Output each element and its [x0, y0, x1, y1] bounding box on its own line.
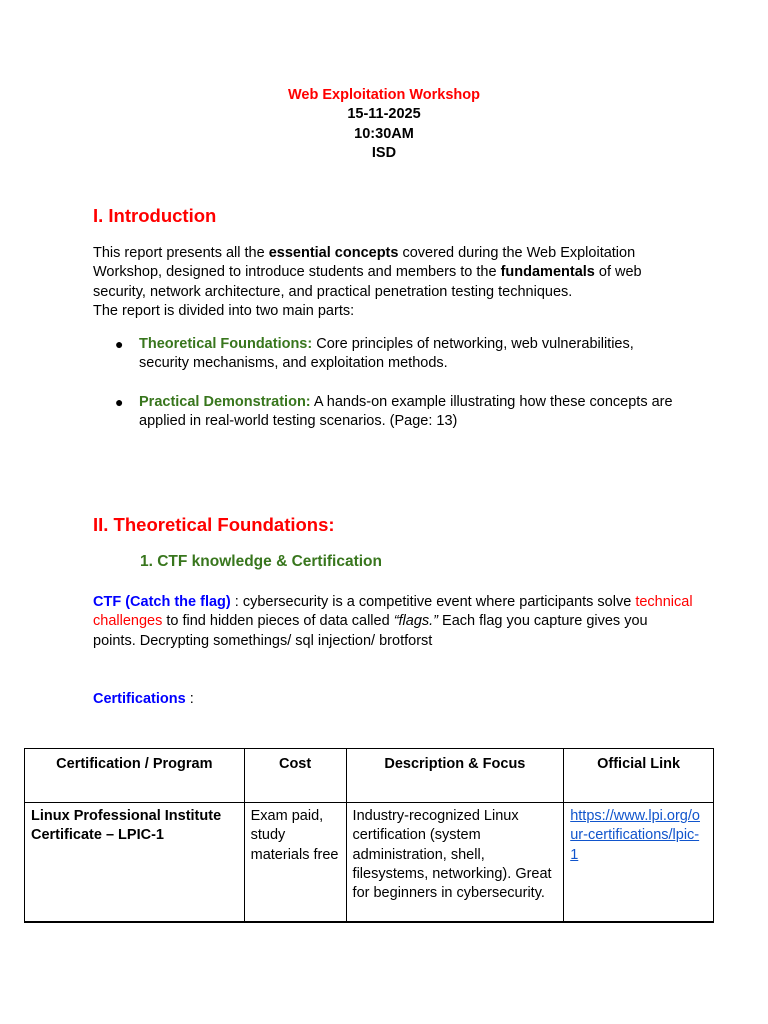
workshop-title: Web Exploitation Workshop	[288, 87, 480, 103]
official-link[interactable]: https://www.lpi.org/our-certifications/lpic-1	[570, 808, 700, 863]
bullet-label: Theoretical Foundations:	[139, 336, 313, 352]
intro-bold-fundamentals: fundamentals	[500, 264, 595, 281]
bullet-dot-icon: ●	[115, 394, 124, 410]
intro-paragraph	[93, 244, 693, 321]
ctf-paragraph	[93, 593, 693, 651]
table-row	[25, 803, 714, 923]
workshop-date: 15-11-2025	[347, 106, 421, 123]
ctf-text: Each flag you capture gives you points. Decrypting somethings/ sql injection/ brotforst	[93, 613, 648, 649]
ctf-subheading: 1. CTF knowledge & Certification	[140, 553, 382, 570]
intro-bold-essential: essential concepts	[268, 245, 399, 261]
bullet-item-theory	[115, 335, 685, 374]
cost-cell: Exam paid, study materials free	[244, 803, 346, 923]
column-header: Certification / Program	[25, 749, 245, 803]
workshop-time: 10:30AM	[354, 125, 414, 142]
bullet-label: Practical Demonstration:	[139, 394, 311, 410]
description-cell: Industry-recognized Linux certification (system administration, shell, filesystems, networking). Great for beginners in cybersecurity.	[346, 803, 564, 923]
bullet-text: Core principles of networking, web vulnerabilities, security mechanisms, and exploitation methods.	[139, 336, 634, 372]
document-header	[0, 86, 768, 163]
intro-text: This report presents all the	[93, 245, 269, 261]
column-header: Official Link	[564, 749, 714, 803]
certifications-colon: :	[185, 691, 194, 707]
ctf-technical-challenges: technical challenges	[93, 594, 693, 630]
bullet-text: A hands-on example illustrating how these concepts are applied in real-world testing scenarios. (Page: 13)	[139, 394, 673, 430]
column-header: Description & Focus	[346, 749, 564, 803]
intro-parts-text: The report is divided into two main parts:	[93, 302, 355, 319]
column-header: Cost	[244, 749, 346, 803]
link-cell	[564, 803, 714, 923]
program-cell: Linux Professional Institute Certificate – LPIC-1	[25, 803, 245, 923]
table-header-row	[25, 749, 714, 803]
intro-heading: I. Introduction	[93, 205, 217, 226]
certification-table	[24, 748, 714, 923]
intro-text: covered during the Web Exploitation Workshop, designed to introduce students and members to the	[93, 245, 636, 281]
bullet-dot-icon: ●	[115, 336, 124, 352]
ctf-label: CTF (Catch the flag)	[93, 594, 231, 610]
ctf-flags-italic: “flags.”	[393, 613, 439, 630]
workshop-org: ISD	[371, 144, 397, 161]
theory-heading: II. Theoretical Foundations:	[93, 514, 335, 535]
certifications-line	[93, 690, 693, 709]
ctf-text: : cybersecurity is a competitive event where participants solve	[230, 594, 636, 610]
ctf-text: to find hidden pieces of data called	[162, 613, 394, 630]
intro-text: of web security, network architecture, and practical penetration testing techniques.	[93, 264, 642, 300]
certifications-label: Certifications	[93, 691, 186, 707]
bullet-item-practical	[115, 393, 685, 432]
